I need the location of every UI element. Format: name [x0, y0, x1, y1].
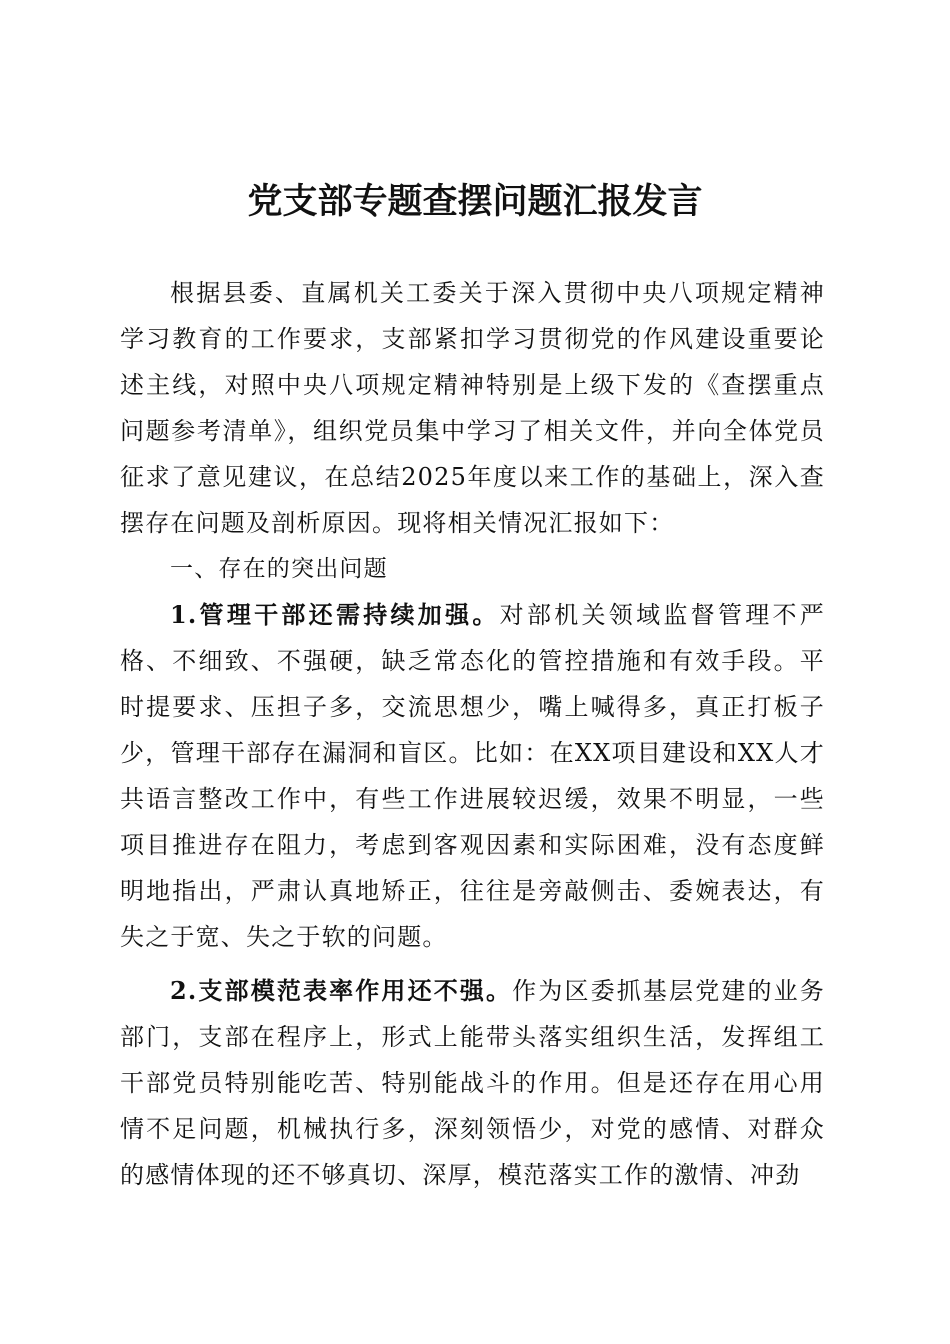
document-title: 党支部专题查摆问题汇报发言 [247, 181, 703, 222]
item-2-lead: 2.支部模范表率作用还不强。 [170, 976, 513, 1005]
section-heading-1: 一、存在的突出问题 [170, 556, 388, 582]
item-1-lead: 1.管理干部还需持续加强。 [170, 600, 500, 629]
document-body [120, 270, 825, 1198]
item-1-text: 对部机关领域监督管理不严格、不细致、不强硬，缺乏常态化的管控措施和有效手段。平时提要求、压担子多，交流思想少，嘴上喊得多，真正打板子少，管理干部存在漏洞和盲区。比如：在XX项目建设和XX人才共语言整改工作中，有些工作进展较迟缓，效果不明显，一些项目推进存在阻力，考虑到客观因素和实际困难，没有态度鲜明地指出，严肃认真地矫正，往往是旁敲侧击、委婉表达，有失之于宽、失之于软的问题。 [120, 601, 825, 951]
item-2-text: 作为区委抓基层党建的业务部门，支部在程序上，形式上能带头落实组织生活，发挥组工干部党员特别能吃苦、特别能战斗的作用。但是还存在用心用情不足问题，机械执行多，深刻领悟少，对党的感情、对群众的感情体现的还不够真切、深厚，模范落实工作的激情、冲劲 [120, 977, 825, 1189]
intro-paragraph: 根据县委、直属机关工委关于深入贯彻中央八项规定精神学习教育的工作要求，支部紧扣学习贯彻党的作风建设重要论述主线，对照中央八项规定精神特别是上级下发的《查摆重点问题参考清单》，组织党员集中学习了相关文件，并向全体党员征求了意见建议，在总结2025年度以来工作的基础上，深入查摆存在问题及剖析原因。现将相关情况汇报如下： [120, 279, 825, 537]
item-1-paragraph [120, 592, 825, 960]
item-2-paragraph [120, 968, 825, 1198]
